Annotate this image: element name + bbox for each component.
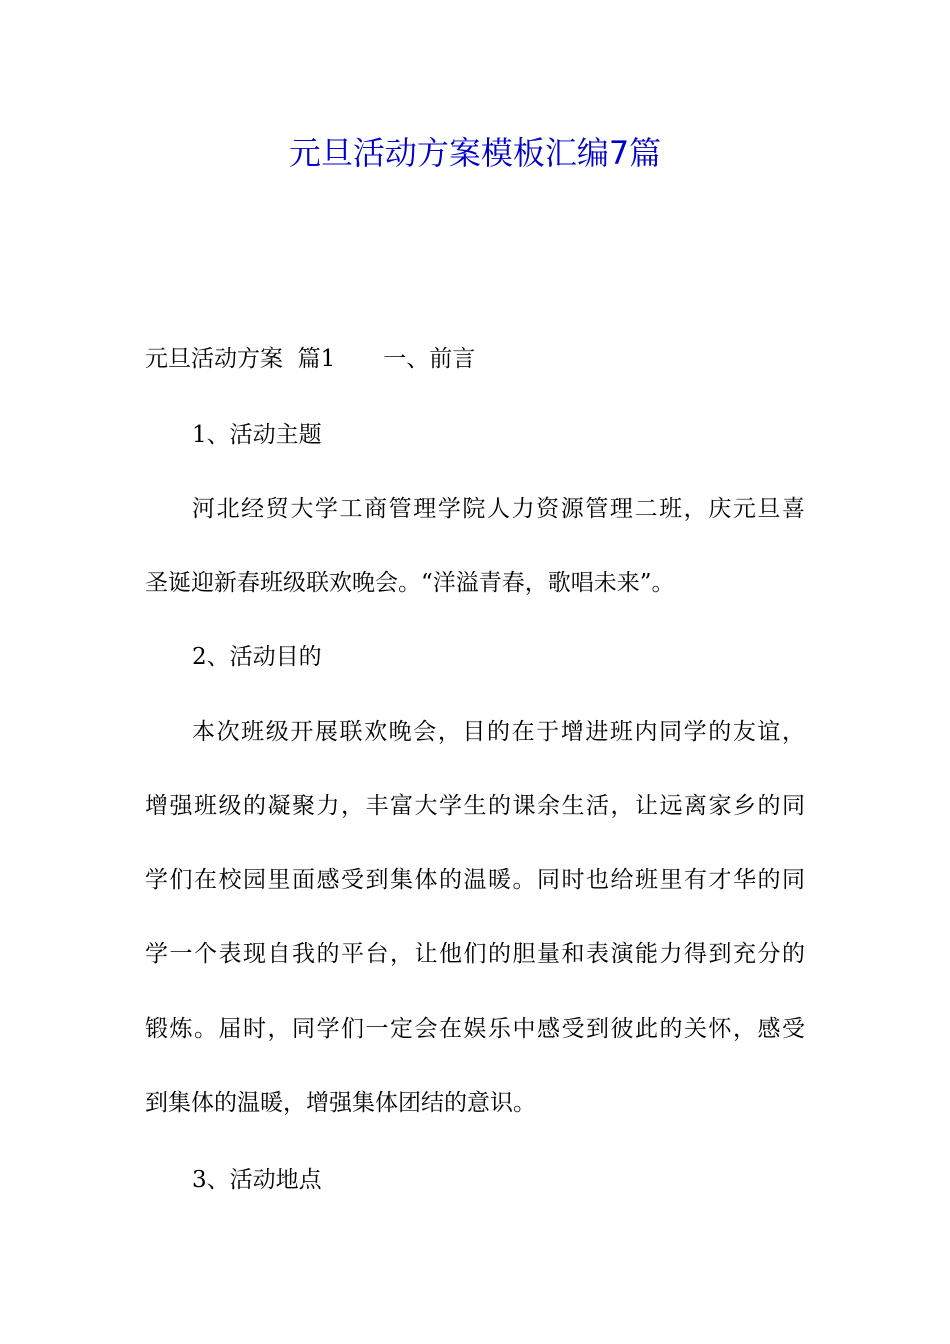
item2-line-1: 本次班级开展联欢晚会，目的在于增进班内同学的友谊，: [192, 719, 805, 745]
item2-heading: 2、活动目的: [192, 644, 322, 670]
item2-line-5: 锻炼。届时，同学们一定会在娱乐中感受到彼此的关怀，感受: [145, 1016, 805, 1042]
item2-line-2: 增强班级的凝聚力，丰富大学生的课余生活，让远离家乡的同: [145, 793, 805, 819]
item2-line-6: 到集体的温暖，增强集体团结的意识。: [145, 1090, 536, 1116]
item1-heading: 1、活动主题: [192, 422, 322, 448]
item1-line-1: 河北经贸大学工商管理学院人力资源管理二班，庆元旦喜: [192, 496, 805, 522]
item2-line-3: 学们在校园里面感受到集体的温暖。同时也给班里有才华的同: [145, 867, 805, 893]
section-heading-right: 一、前言: [383, 346, 476, 372]
item3-heading: 3、活动地点: [192, 1167, 322, 1193]
section-heading-left: 元旦活动方案 篇1: [145, 346, 336, 372]
document-title: 元旦活动方案模板汇编7篇: [288, 134, 662, 172]
section-heading: [145, 342, 475, 376]
item2-line-4: 学一个表现自我的平台，让他们的胆量和表演能力得到充分的: [145, 941, 805, 967]
item1-line-2: 圣诞迎新春班级联欢晚会。“洋溢青春，歌唱未来”。: [145, 570, 675, 596]
